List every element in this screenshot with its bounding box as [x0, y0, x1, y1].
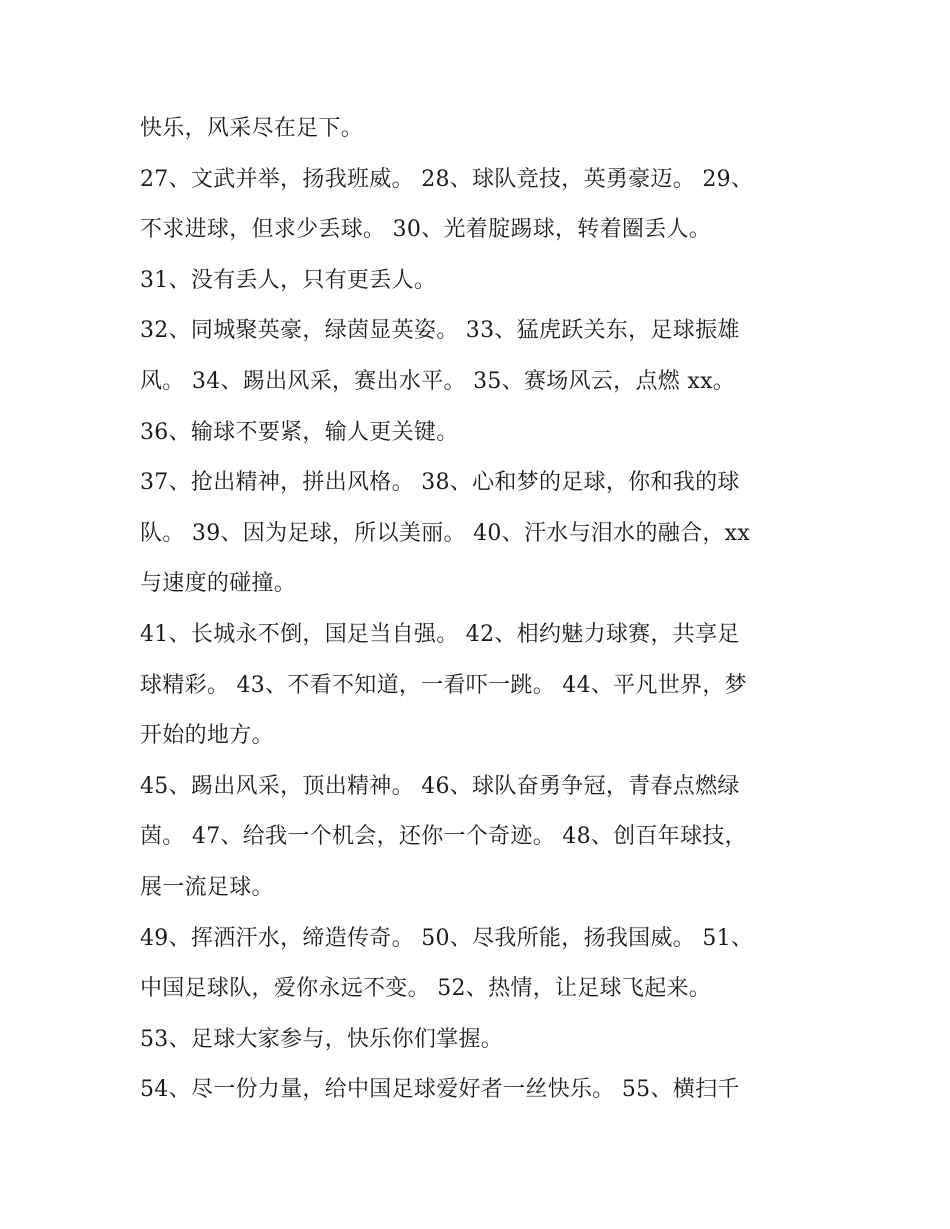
- text-line: 不求进球，但求少丢球。 30、光着腚踢球，转着圈丢人。: [140, 217, 712, 243]
- text-line: 风。 34、踢出风采，赛出水平。 35、赛场风云，点燃 xx。: [140, 368, 736, 394]
- text-line: 27、文武并举，扬我班威。 28、球队竞技，英勇豪迈。 29、: [140, 166, 754, 192]
- text-line: 37、抢出精神，拼出风格。 38、心和梦的足球，你和我的球: [140, 470, 740, 496]
- text-line: 54、尽一份力量，给中国足球爱好者一丝快乐。 55、横扫千: [140, 1077, 740, 1103]
- text-line: 31、没有丢人，只有更丢人。: [140, 267, 437, 293]
- text-line: 中国足球队，爱你永远不变。 52、热情，让足球飞起来。: [140, 976, 712, 1002]
- text-line: 快乐，风采尽在足下。: [140, 116, 364, 141]
- text-line: 41、长城永不倒，国足当自强。 42、相约魅力球赛，共享足: [140, 621, 740, 647]
- text-line: 展一流足球。: [140, 874, 274, 900]
- text-line: 45、踢出风采，顶出精神。 46、球队奋勇争冠，青春点燃绿: [140, 773, 740, 799]
- document-body: [140, 104, 820, 1116]
- text-line: 36、输球不要紧，输人更关键。: [140, 419, 459, 445]
- text-line: 与速度的碰撞。: [140, 571, 297, 597]
- text-line: 49、挥洒汗水，缔造传奇。 50、尽我所能，扬我国威。 51、: [140, 925, 754, 951]
- text-line: 球精彩。 43、不看不知道，一看吓一跳。 44、平凡世界，梦: [140, 672, 747, 698]
- text-line: 开始的地方。: [140, 723, 274, 749]
- text-line: 32、同城聚英豪，绿茵显英姿。 33、猛虎跃关东，足球振雄: [140, 318, 740, 344]
- text-line: 53、足球大家参与，快乐你们掌握。: [140, 1026, 504, 1052]
- text-line: 茵。 47、给我一个机会，还你一个奇迹。 48、创百年球技，: [140, 824, 747, 850]
- text-line: 队。 39、因为足球，所以美丽。 40、汗水与泪水的融合，xx: [140, 520, 751, 546]
